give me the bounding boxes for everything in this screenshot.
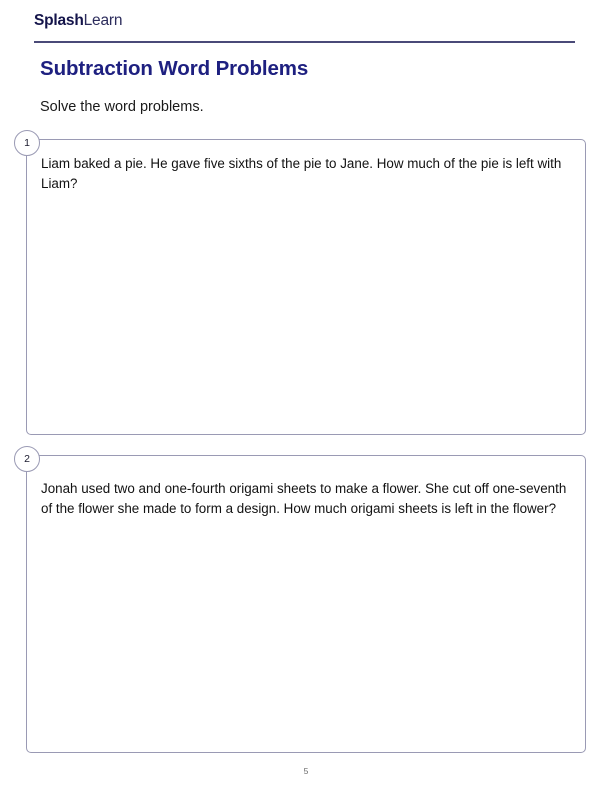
logo-text-splash: Splash	[34, 12, 84, 29]
page-title: Subtraction Word Problems	[40, 57, 309, 80]
problem-text-2: Jonah used two and one-fourth origami sheets to make a flower. She cut off one-seventh of the flower she made to form a design. How much origami sheets is left in the flower?	[41, 481, 567, 516]
problem-number-badge-1: 1	[14, 130, 40, 156]
problem-text-1: Liam baked a pie. He gave five sixths of the pie to Jane. How much of the pie is left with Liam?	[41, 156, 562, 191]
instruction-text: Solve the word problems.	[40, 99, 204, 115]
problem-number-badge-2: 2	[14, 446, 40, 472]
page-number: 5	[303, 766, 309, 776]
splashlearn-logo	[34, 12, 122, 30]
logo-text-learn: Learn	[83, 12, 123, 29]
header-divider	[34, 41, 575, 43]
